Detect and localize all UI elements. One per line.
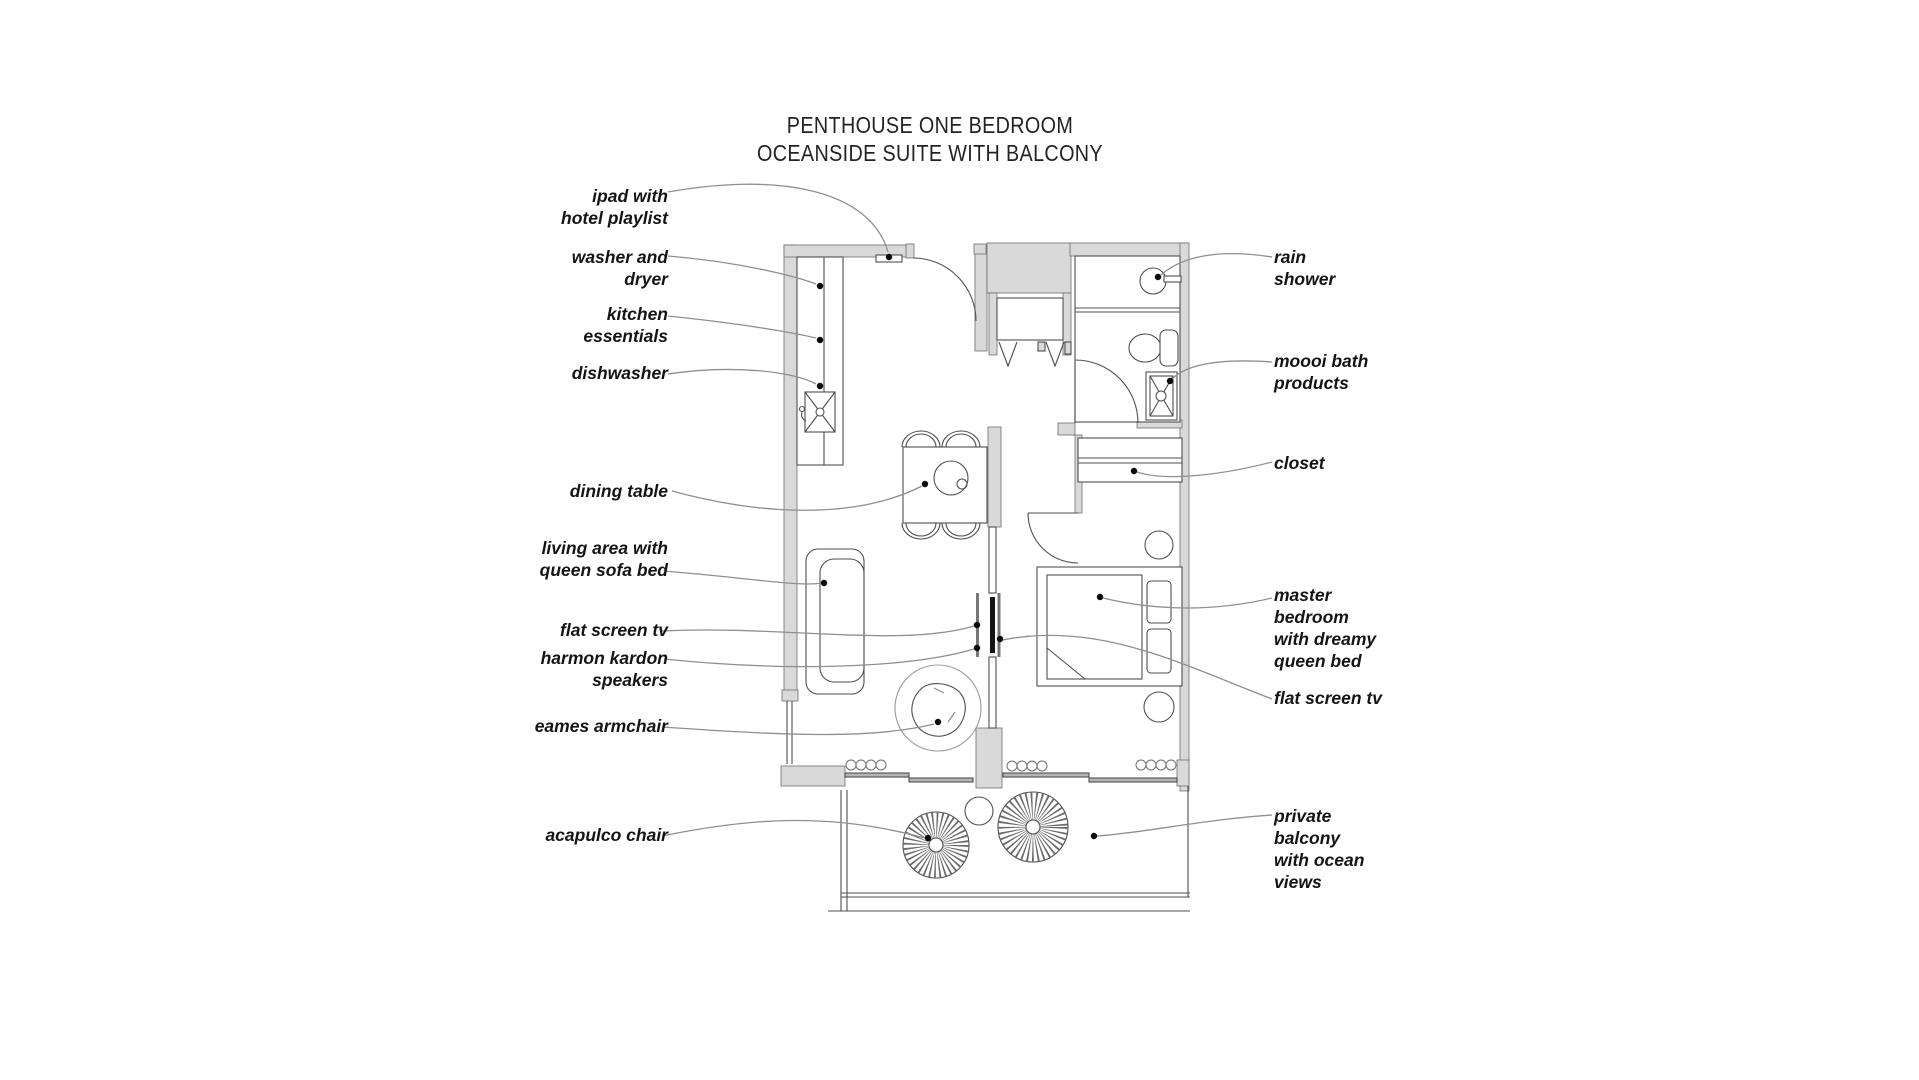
sofa-bed: [806, 549, 864, 694]
balcony-side-table: [965, 797, 993, 825]
label-master-bedroom: master bedroom with dreamy queen bed: [1274, 585, 1377, 671]
acapulco-chair-2: [998, 792, 1068, 862]
leader-living: [664, 571, 821, 584]
label-dishwasher: dishwasher: [571, 363, 668, 383]
label-closet: closet: [1274, 453, 1325, 473]
partition-core: [990, 597, 995, 653]
balcony: [828, 786, 1190, 911]
living-room: [806, 431, 987, 751]
leader-balcony: [1097, 815, 1272, 836]
entry-door: [876, 255, 976, 321]
label-private-balcony: private balcony with ocean views: [1274, 806, 1365, 892]
bedside-stool-top: [1145, 531, 1173, 559]
label-living-area: living area with queen sofa bed: [539, 538, 668, 580]
eames-armchair-shape: [895, 665, 981, 751]
label-harmon-kardon: harmon kardon speakers: [540, 648, 668, 690]
bedside-stool-bottom: [1144, 692, 1174, 722]
queen-bed: [1037, 567, 1182, 686]
plan-title: [698, 112, 1162, 167]
label-ipad: ipad with hotel playlist: [561, 186, 668, 228]
leader-acapulco: [662, 820, 925, 838]
closet: [1078, 438, 1182, 482]
label-flat-screen-tv: flat screen tv: [560, 620, 668, 640]
label-dining-table: dining table: [569, 481, 668, 501]
leader-eames: [662, 724, 934, 735]
label-moooi-bath: moooi bath products: [1274, 351, 1369, 393]
acapulco-chair-1: [903, 812, 969, 878]
plan-title-line1: PENTHOUSE ONE BEDROOM: [786, 112, 1074, 138]
kitchen-sink: [800, 392, 836, 432]
master-bedroom: [1028, 513, 1182, 722]
leader-ipad: [668, 184, 888, 252]
label-eames-armchair: eames armchair: [534, 716, 668, 736]
label-kitchen-essentials: kitchen essentials: [583, 304, 668, 346]
curtain-coils: [846, 760, 1176, 771]
foyer-closet: [997, 298, 1071, 366]
bathroom: [1075, 256, 1181, 423]
label-rain-shower: rain shower: [1274, 247, 1336, 289]
label-washer-dryer: washer and dryer: [571, 247, 668, 289]
living-window: [787, 701, 792, 764]
bedroom-door: [1028, 513, 1078, 563]
label-flat-screen-tv-bedroom: flat screen tv: [1274, 688, 1382, 708]
dining-table: [902, 431, 987, 539]
bedroom-tv: [998, 593, 1001, 657]
plan-title-line2: OCEANSIDE SUITE WITH BALCONY: [757, 139, 1103, 166]
balcony-doors: [845, 760, 1177, 782]
label-acapulco-chair: acapulco chair: [545, 825, 668, 845]
